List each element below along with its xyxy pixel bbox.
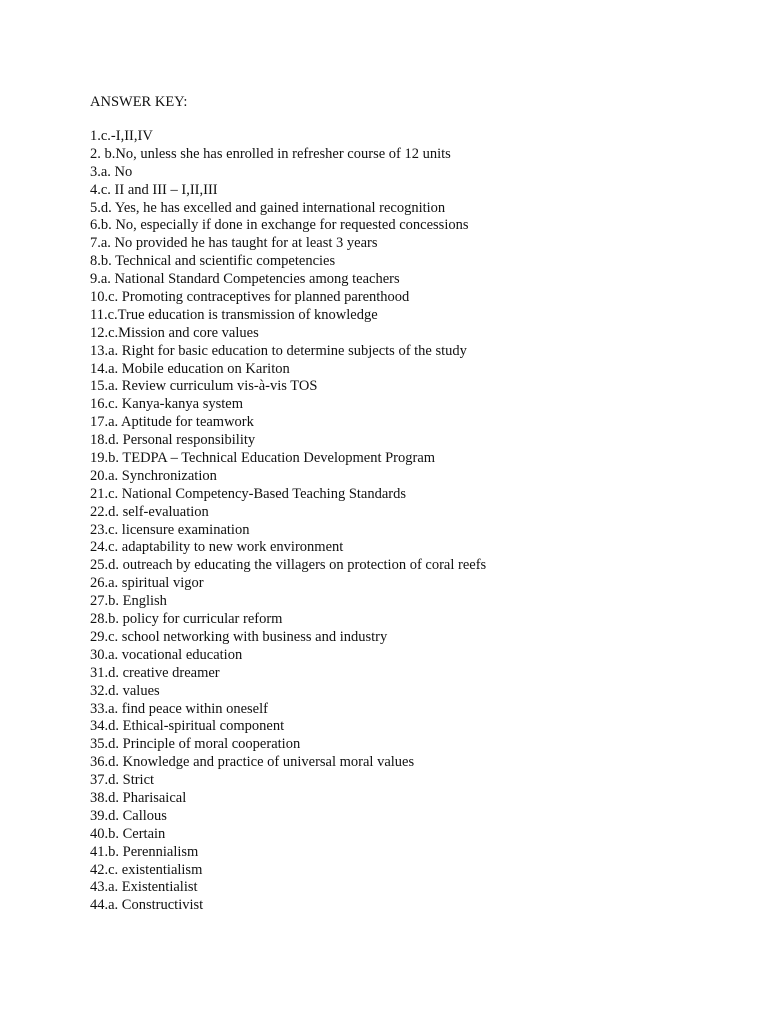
answer-item: 19.b. TEDPA – Technical Education Development Program — [90, 450, 436, 467]
answer-item: 1.c.-I,II,IV — [90, 128, 153, 144]
answer-item: 29.c. school networking with business and industry — [90, 628, 388, 645]
answer-item: 41.b. Perennialism — [90, 843, 199, 860]
answer-item: 36.d. Knowledge and practice of universal moral values — [90, 754, 415, 771]
answer-item: 14.a. Mobile education on Kariton — [90, 360, 290, 377]
answer-item: 20.a. Synchronization — [90, 467, 217, 484]
answer-item: 3.a. No — [90, 163, 133, 180]
answer-item: 25.d. outreach by educating the villagers on protection of coral reefs — [90, 557, 487, 574]
answer-item: 27.b. English — [90, 593, 167, 610]
answer-list — [90, 128, 486, 915]
answer-item: 28.b. policy for curricular reform — [90, 611, 283, 628]
answer-item: 4.c. II and III – I,II,III — [90, 181, 218, 198]
answer-item: 40.b. Certain — [90, 825, 166, 842]
answer-item: 7.a. No provided he has taught for at least 3 years — [90, 235, 378, 252]
answer-item: 23.c. licensure examination — [90, 521, 250, 538]
answer-item: 44.a. Constructivist — [90, 897, 204, 914]
answer-item: 9.a. National Standard Competencies among teachers — [90, 271, 400, 288]
answer-item: 15.a. Review curriculum vis-à-vis TOS — [90, 378, 318, 395]
answer-item: 30.a. vocational education — [90, 646, 243, 663]
answer-item: 2. b.No, unless she has enrolled in refresher course of 12 units — [90, 145, 451, 162]
answer-item: 31.d. creative dreamer — [90, 664, 220, 681]
answer-item: 10.c. Promoting contraceptives for planned parenthood — [90, 289, 410, 306]
answer-item: 26.a. spiritual vigor — [90, 575, 204, 592]
answer-item: 43.a. Existentialist — [90, 879, 198, 896]
answer-item: 8.b. Technical and scientific competencies — [90, 253, 336, 270]
answer-item: 21.c. National Competency-Based Teaching Standards — [90, 485, 407, 502]
answer-item: 37.d. Strict — [90, 772, 155, 789]
answer-item: 22.d. self-evaluation — [90, 503, 209, 520]
answer-item: 38.d. Pharisaical — [90, 789, 187, 806]
answer-item: 16.c. Kanya-kanya system — [90, 396, 244, 413]
answer-item: 12.c.Mission and core values — [90, 324, 259, 341]
answer-item: 18.d. Personal responsibility — [90, 432, 256, 449]
answer-item: 13.a. Right for basic education to determine subjects of the study — [90, 342, 467, 359]
answer-item: 11.c.True education is transmission of knowledge — [90, 306, 378, 323]
answer-item: 5.d. Yes, he has excelled and gained international recognition — [90, 199, 446, 216]
answer-item: 33.a. find peace within oneself — [90, 700, 268, 717]
answer-item: 32.d. values — [90, 682, 160, 699]
answer-item: 17.a. Aptitude for teamwork — [90, 414, 254, 431]
page-title: ANSWER KEY: — [90, 94, 188, 110]
answer-item: 6.b. No, especially if done in exchange for requested concessions — [90, 217, 469, 234]
answer-item: 34.d. Ethical-spiritual component — [90, 718, 285, 735]
answer-item: 24.c. adaptability to new work environment — [90, 539, 344, 556]
answer-item: 42.c. existentialism — [90, 861, 203, 878]
answer-item: 35.d. Principle of moral cooperation — [90, 736, 301, 753]
answer-item: 39.d. Callous — [90, 807, 167, 824]
